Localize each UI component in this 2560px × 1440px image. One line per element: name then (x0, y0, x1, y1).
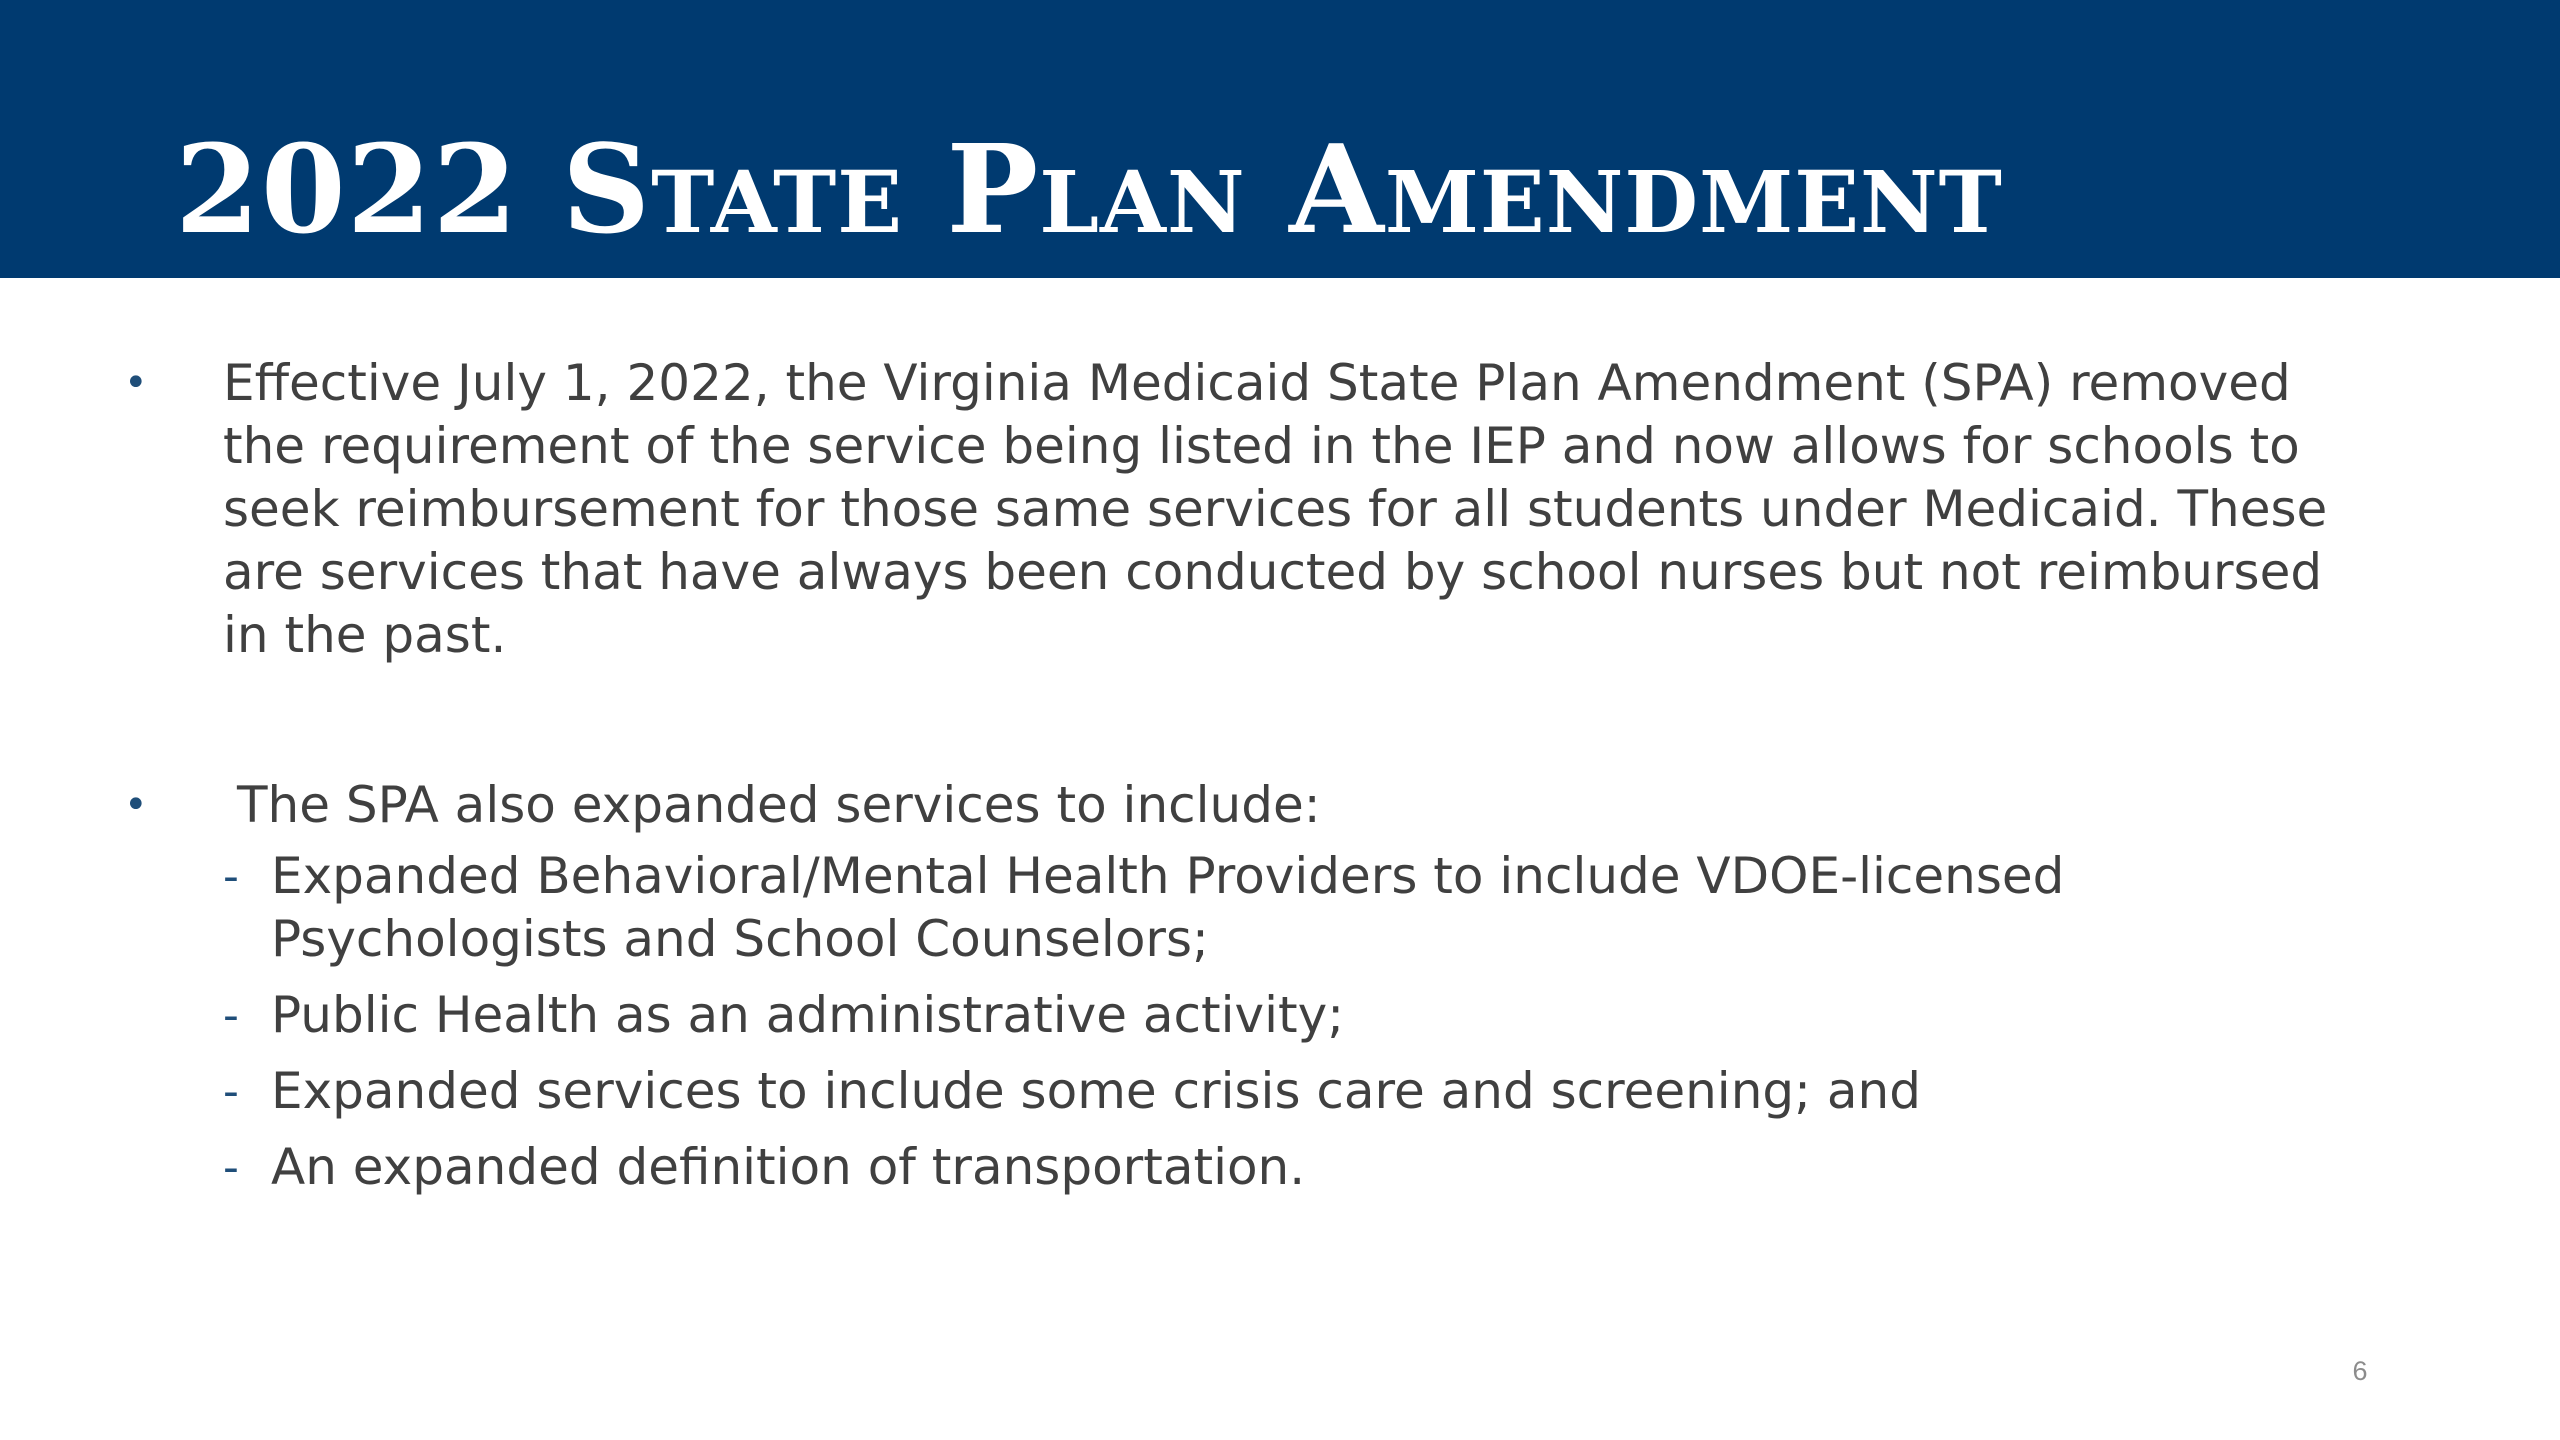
slide-body (120, 352, 2380, 1212)
sub-bullet-text: Expanded services to include some crisis care and screening; and (271, 1062, 1921, 1120)
sub-bullet-item (223, 845, 2380, 971)
sub-bullet-text: An expanded definition of transportation. (271, 1138, 1306, 1196)
page-number: 6 (2352, 1356, 2368, 1386)
bullet-item (120, 352, 2380, 667)
bullet-item (120, 774, 2380, 1199)
sub-bullet-item (223, 984, 2380, 1047)
title-banner (0, 0, 2560, 278)
bullet-text: Effective July 1, 2022, the Virginia Medicaid State Plan Amendment (SPA) removed the requirement of the service being listed in the IEP and now allows for schools to seek reimbursement for those same services for all students under Medicaid. These are services that have always been conducted by school nurses but not reimbursed in the past. (223, 354, 2328, 664)
dash-icon: - (223, 851, 239, 902)
sub-bullet-text: Public Health as an administrative activity; (271, 986, 1345, 1044)
slide-title: 2022 State Plan Amendment (175, 117, 2003, 261)
sub-bullet-text: Expanded Behavioral/Mental Health Providers to include VDOE-licensed Psychologists and School Counselors; (271, 847, 2065, 968)
sub-bullet-list (223, 845, 2380, 1199)
bullet-dot-icon: • (124, 360, 148, 406)
dash-icon: - (223, 1066, 239, 1117)
dash-icon: - (223, 1142, 239, 1193)
dash-icon: - (223, 990, 239, 1041)
sub-bullet-item (223, 1136, 2380, 1199)
bullet-dot-icon: • (124, 782, 148, 828)
bullet-text: The SPA also expanded services to include: (237, 776, 1321, 834)
sub-bullet-item (223, 1060, 2380, 1123)
